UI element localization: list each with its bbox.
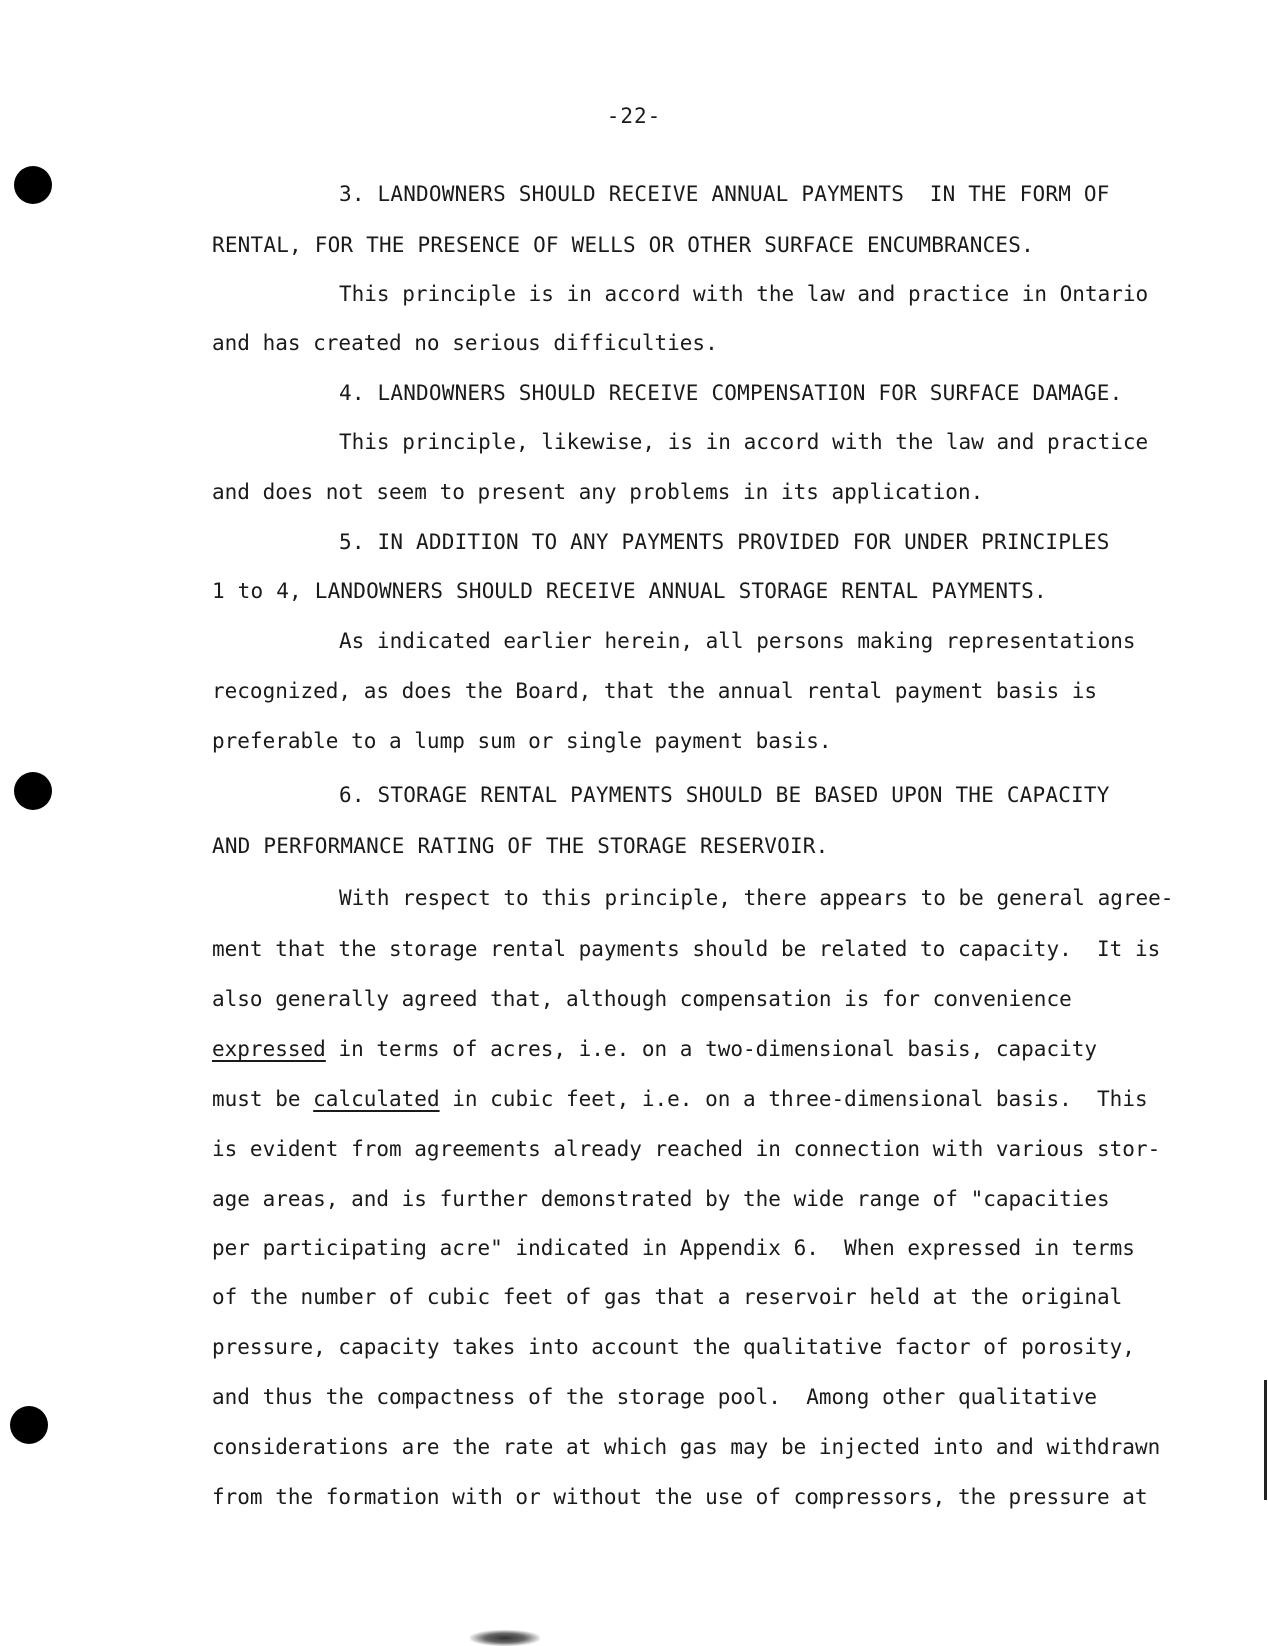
principle-3-heading-line-2: RENTAL, FOR THE PRESENCE OF WELLS OR OTHER SURFACE ENCUMBRANCES. — [212, 233, 1034, 257]
principle-6-heading-line-2: AND PERFORMANCE RATING OF THE STORAGE RESERVOIR. — [212, 834, 829, 858]
principle-6-body-line-7: age areas, and is further demonstrated by the wide range of "capacities — [212, 1187, 1110, 1211]
principle-5-body-line-1: As indicated earlier herein, all persons making representations — [339, 629, 1136, 653]
principle-5-body-line-2: recognized, as does the Board, that the annual rental payment basis is — [212, 679, 1098, 703]
principle-6-body-line-10: pressure, capacity takes into account the qualitative factor of porosity, — [212, 1335, 1135, 1359]
principle-6-heading-line-1: 6. STORAGE RENTAL PAYMENTS SHOULD BE BASED UPON THE CAPACITY — [339, 783, 1110, 807]
punch-hole-top — [14, 166, 52, 204]
principle-6-body-line-13: from the formation with or without the use of compressors, the pressure at — [212, 1485, 1148, 1509]
underlined-word-expressed: expressed — [212, 1037, 326, 1061]
principle-5-body-line-3: preferable to a lump sum or single payment basis. — [212, 729, 832, 753]
principle-5-heading-line-1: 5. IN ADDITION TO ANY PAYMENTS PROVIDED FOR UNDER PRINCIPLES — [339, 530, 1110, 554]
principle-3-body-line-2: and has created no serious difficulties. — [212, 331, 718, 355]
underlined-word-calculated: calculated — [313, 1087, 440, 1111]
page-number: -22- — [606, 104, 662, 128]
punch-hole-bottom — [10, 1406, 48, 1444]
principle-6-body-line-5-rest: in cubic feet, i.e. on a three-dimensional basis. This — [439, 1087, 1148, 1111]
principle-4-heading-line-1: 4. LANDOWNERS SHOULD RECEIVE COMPENSATION FOR SURFACE DAMAGE. — [339, 381, 1123, 405]
principle-6-body-line-6: is evident from agreements already reached in connection with various stor- — [212, 1137, 1161, 1161]
principle-6-body-line-5-start: must be — [212, 1087, 314, 1111]
principle-6-body-line-3: also generally agreed that, although compensation is for convenience — [212, 987, 1072, 1011]
scan-edge-mark — [1264, 1380, 1267, 1500]
principle-6-body-line-8: per participating acre" indicated in Appendix 6. When expressed in terms — [212, 1236, 1135, 1260]
principle-6-body-line-9: of the number of cubic feet of gas that a reservoir held at the original — [212, 1285, 1123, 1309]
principle-6-body-line-1: With respect to this principle, there appears to be general agree- — [339, 886, 1174, 910]
principle-3-heading-line-1: 3. LANDOWNERS SHOULD RECEIVE ANNUAL PAYMENTS IN THE FORM OF — [339, 182, 1110, 206]
principle-6-body-line-5 — [212, 1086, 1148, 1112]
scan-smudge — [470, 1630, 540, 1646]
punch-hole-middle — [14, 772, 52, 810]
principle-6-body-line-12: considerations are the rate at which gas may be injected into and withdrawn — [212, 1435, 1161, 1459]
principle-6-body-line-4-rest: in terms of acres, i.e. on a two-dimensional basis, capacity — [325, 1037, 1098, 1061]
principle-6-body-line-4 — [212, 1036, 1097, 1062]
principle-6-body-line-2: ment that the storage rental payments should be related to capacity. It is — [212, 937, 1161, 961]
principle-3-body-line-1: This principle is in accord with the law and practice in Ontario — [339, 282, 1149, 306]
principle-4-body-line-2: and does not seem to present any problems in its application. — [212, 480, 984, 504]
principle-4-body-line-1: This principle, likewise, is in accord with the law and practice — [339, 430, 1149, 454]
principle-6-body-line-11: and thus the compactness of the storage pool. Among other qualitative — [212, 1385, 1098, 1409]
principle-5-heading-line-2: 1 to 4, LANDOWNERS SHOULD RECEIVE ANNUAL STORAGE RENTAL PAYMENTS. — [212, 579, 1047, 603]
